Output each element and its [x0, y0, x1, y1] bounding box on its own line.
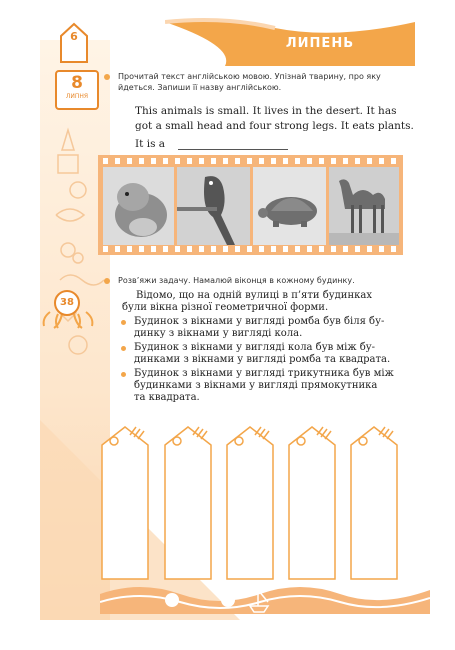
condition-1-line-2: динку з вікнами у вигляді кола. [134, 328, 303, 339]
task2-instruction: Розв’яжи задачу. Намалюй віконця в кожному будинку. [118, 276, 355, 285]
month-title: ЛИПЕНЬ [285, 36, 355, 51]
condition-bullet-1 [121, 320, 126, 325]
house-5[interactable] [345, 423, 403, 583]
film-holes-top [98, 158, 403, 164]
house-4[interactable] [283, 423, 341, 583]
page-number: 38 [54, 290, 80, 316]
task2-intro-1: Відомо, що на одній вулиці в п’яти будинках [136, 290, 372, 301]
task1-instruction-1: Прочитай текст англійською мовою. Упізнай тварину, про яку [118, 72, 381, 81]
task2-intro [122, 290, 412, 314]
condition-3 [134, 368, 394, 404]
condition-bullet-3 [121, 372, 126, 377]
camel-image [329, 167, 399, 245]
condition-3-line-1: Будинок з вікнами у вигляді трикутника був між [134, 368, 394, 379]
tortoise-image [253, 167, 326, 245]
house-1[interactable] [96, 423, 154, 583]
english-line-2: got a small head and four strong legs. It eats plants. [135, 120, 414, 132]
english-line-1: This animals is small. It lives in the desert. It has [135, 105, 397, 117]
week-number: 6 [70, 30, 78, 43]
english-text [135, 104, 425, 134]
task1-bullet [104, 74, 110, 80]
bottom-ribbon [100, 580, 430, 614]
condition-2-line-1: Будинок з вікнами у вигляді кола був між бу- [134, 342, 376, 353]
week-badge-icon [59, 22, 89, 64]
parrot-image [177, 167, 250, 245]
condition-2-line-2: динками з вікнами у вигляді ромба та квадрата. [134, 354, 391, 365]
house-3[interactable] [221, 423, 279, 583]
calendar-label: ЛИПНЯ [65, 93, 89, 100]
house-2[interactable] [159, 423, 217, 583]
task2-bullet [104, 278, 110, 284]
film-holes-bottom [98, 246, 403, 252]
condition-3-line-3: та квадрата. [134, 392, 200, 403]
task2-intro-2: були вікна різної геометричної форми. [122, 302, 329, 313]
condition-2 [134, 342, 390, 366]
answer-line[interactable] [178, 149, 288, 150]
condition-1 [134, 316, 384, 340]
condition-1-line-1: Будинок з вікнами у вигляді ромба був біля бу- [134, 316, 385, 327]
task1-instruction-2: йдеться. Запиши її назву англійською. [118, 83, 282, 92]
calendar-icon [55, 70, 99, 110]
condition-bullet-2 [121, 346, 126, 351]
answer-prompt: It is a [135, 138, 166, 150]
condition-3-line-2: будинками з вікнами у вигляді прямокутника [134, 380, 378, 391]
hamster-image [103, 167, 174, 245]
photo-film-strip [98, 155, 403, 255]
calendar-day: 8 [71, 73, 83, 93]
